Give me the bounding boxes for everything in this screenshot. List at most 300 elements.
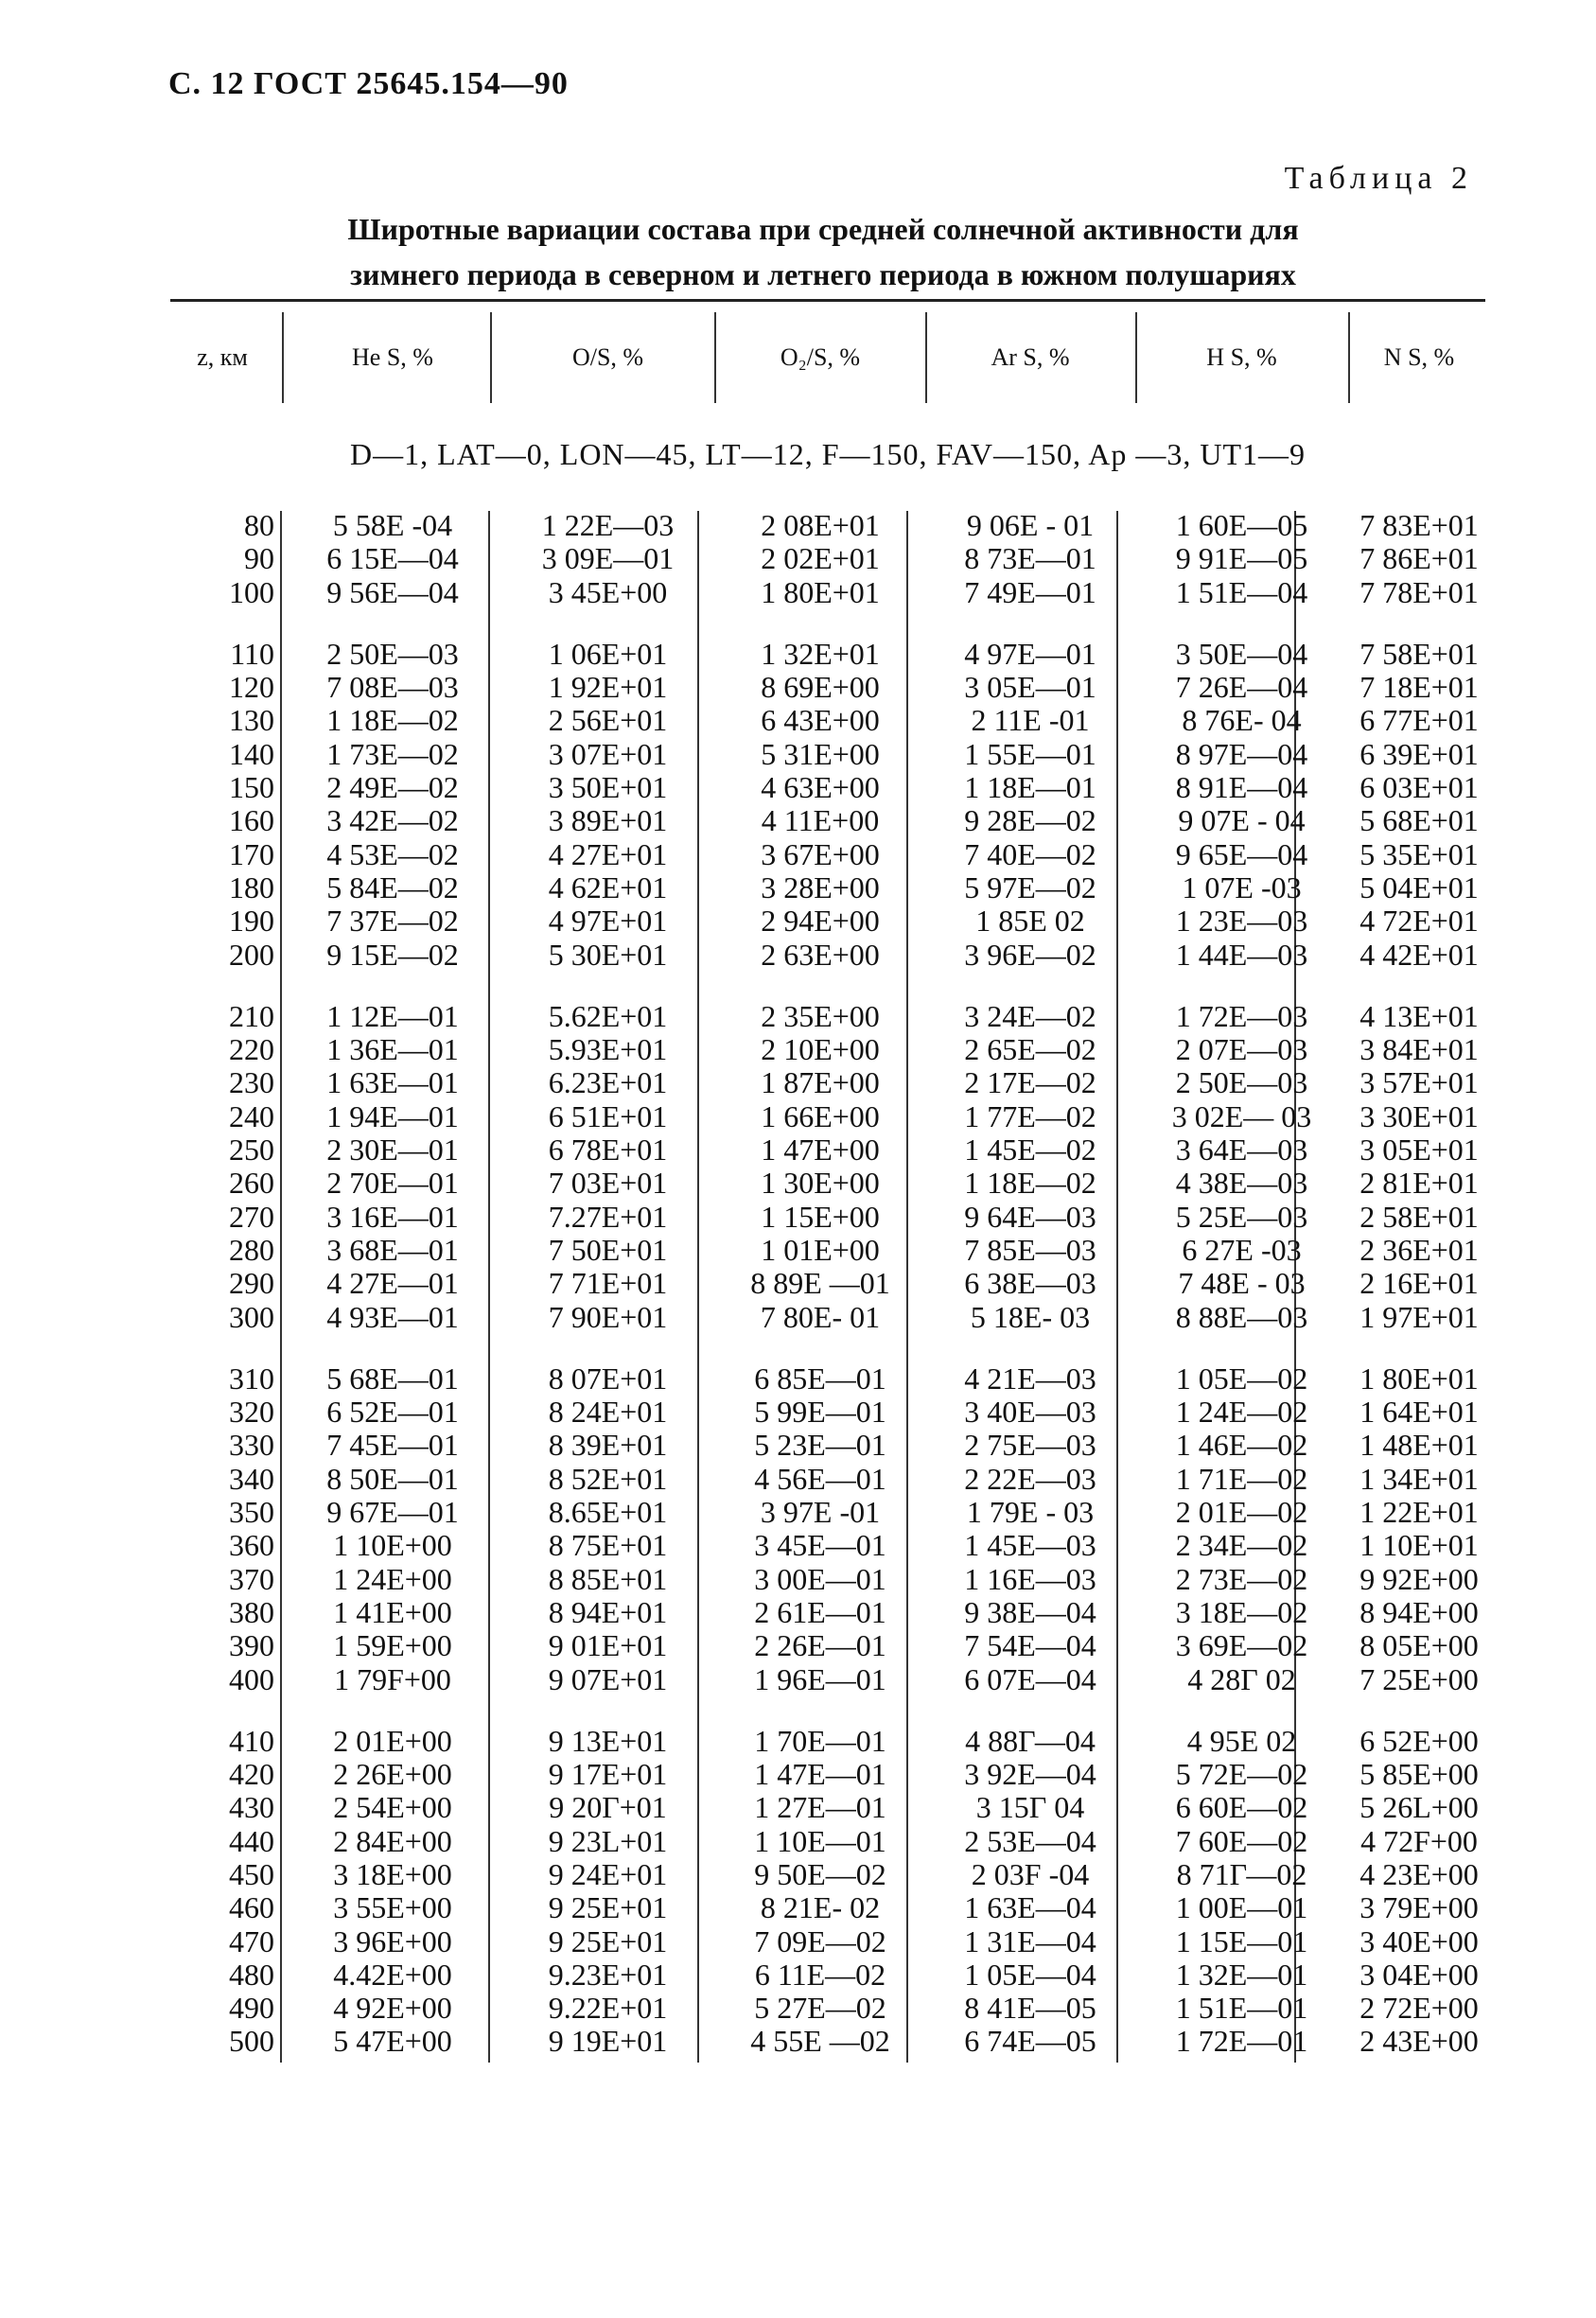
table-row (170, 1000, 1485, 1033)
value-cell: 1 51E—01 (1175, 1991, 1308, 2026)
value-cell: 8 69E+00 (761, 670, 880, 705)
value-cell: 9 28E—02 (964, 803, 1096, 838)
table-row (170, 1267, 1485, 1300)
value-cell: 3 07E+01 (548, 736, 668, 771)
value-cell: 2 16E+01 (1359, 1266, 1479, 1301)
value-cell: 5 27E—02 (754, 1991, 886, 2026)
altitude-cell: 420 (229, 1757, 274, 1792)
value-cell: 7 50E+01 (548, 1232, 668, 1267)
value-cell: 4 55E —02 (750, 2024, 890, 2059)
value-cell: 9 15E—02 (326, 937, 459, 972)
value-cell: 6 07E—04 (964, 1661, 1096, 1696)
value-cell: 4 92E+00 (333, 1991, 452, 2026)
value-cell: 7 25E+00 (1359, 1661, 1479, 1696)
row-group (170, 509, 1485, 609)
value-cell: 4 88Г—04 (965, 1723, 1096, 1758)
value-cell: 2 02E+01 (761, 541, 880, 576)
value-cell: 2 81E+01 (1359, 1166, 1479, 1201)
value-cell: 6 39E+01 (1359, 736, 1479, 771)
value-cell: 8 88E—03 (1175, 1299, 1308, 1334)
value-cell: 4 11E+00 (761, 803, 880, 838)
table-row (170, 804, 1485, 837)
altitude-cell: 140 (229, 736, 274, 771)
table-row (170, 1958, 1485, 1992)
altitude-cell: 480 (229, 1957, 274, 1992)
value-cell: 1 15E—01 (1175, 1923, 1308, 1958)
table-row (170, 509, 1485, 542)
table-row (170, 1791, 1485, 1824)
altitude-cell: 280 (229, 1232, 274, 1267)
value-cell: 2 53E—04 (964, 1823, 1096, 1858)
value-cell: 3 92E—04 (964, 1757, 1096, 1792)
value-cell: 3 40E—03 (964, 1395, 1096, 1430)
altitude-cell: 230 (229, 1065, 274, 1100)
value-cell: 7 26E—04 (1175, 670, 1308, 705)
value-cell: 2 26E—01 (754, 1628, 886, 1663)
value-cell: 1 63E—04 (964, 1890, 1096, 1925)
value-cell: 1 45E—03 (964, 1528, 1096, 1563)
column-header-row (170, 312, 1485, 403)
value-cell: 1 30E+00 (761, 1166, 880, 1201)
altitude-cell: 160 (229, 803, 274, 838)
value-cell: 6 51E+01 (548, 1098, 668, 1133)
value-cell: 2 26E+00 (333, 1757, 452, 1792)
value-cell: 8 94E+01 (548, 1594, 668, 1629)
value-cell: 9 67E—01 (326, 1495, 459, 1530)
table-title (170, 206, 1476, 297)
table-row (170, 1201, 1485, 1234)
value-cell: 4 38E—03 (1175, 1166, 1308, 1201)
value-cell: 2 11E -01 (971, 703, 1090, 738)
value-cell: 9.23E+01 (548, 1957, 668, 1992)
value-cell: 7 80E- 01 (760, 1299, 881, 1334)
value-cell: 7 49E—01 (964, 574, 1096, 609)
value-cell: 1 80E+01 (1359, 1361, 1479, 1396)
value-cell: 6 85E—01 (754, 1361, 886, 1396)
value-cell: 9 25E+01 (548, 1923, 668, 1958)
value-cell: 1 44E—03 (1175, 937, 1308, 972)
value-cell: 4.42E+00 (333, 1957, 452, 1992)
value-cell: 6.23E+01 (548, 1065, 668, 1100)
value-cell: 9.22E+01 (548, 1991, 668, 2026)
altitude-cell: 430 (229, 1790, 274, 1825)
altitude-cell: 440 (229, 1823, 274, 1858)
value-cell: 9 56E—04 (326, 574, 459, 609)
table-row (170, 1301, 1485, 1334)
value-cell: 8 73E—01 (964, 541, 1096, 576)
value-cell: 2 35E+00 (761, 998, 880, 1033)
value-cell: 4 93E—01 (326, 1299, 459, 1334)
value-cell: 9 13E+01 (548, 1723, 668, 1758)
value-cell: 1 15E+00 (761, 1199, 880, 1234)
value-cell: 4 27E—01 (326, 1266, 459, 1301)
value-cell: 9 07E - 04 (1178, 803, 1306, 838)
value-cell: 6 78E+01 (548, 1133, 668, 1168)
table-row (170, 1825, 1485, 1858)
altitude-cell: 470 (229, 1923, 274, 1958)
value-cell: 9 07E+01 (548, 1661, 668, 1696)
table-row (170, 671, 1485, 704)
table-title-line-2: зимнего периода в северном и летнего периода в южном полушариях (350, 257, 1296, 291)
value-cell: 6 03E+01 (1359, 770, 1479, 805)
value-cell: 1 94E—01 (326, 1098, 459, 1133)
value-cell: 1 73E—02 (326, 736, 459, 771)
value-cell: 9 92E+00 (1359, 1561, 1479, 1596)
value-cell: 5 85E+00 (1359, 1757, 1479, 1792)
value-cell: 1 22E+01 (1359, 1495, 1479, 1530)
altitude-cell: 170 (229, 836, 274, 871)
value-cell: 2 43E+00 (1359, 2024, 1479, 2059)
value-cell: 5.93E+01 (548, 1032, 668, 1067)
value-cell: 8 50E—01 (326, 1461, 459, 1496)
value-cell: 2 58E+01 (1359, 1199, 1479, 1234)
table-row (170, 1463, 1485, 1496)
altitude-cell: 340 (229, 1461, 274, 1496)
altitude-cell: 200 (229, 937, 274, 972)
value-cell: 3 57E+01 (1359, 1065, 1479, 1100)
altitude-cell: 250 (229, 1133, 274, 1168)
value-cell: 1 77E—02 (964, 1098, 1096, 1133)
value-cell: 7 37E—02 (326, 904, 459, 939)
altitude-cell: 390 (229, 1628, 274, 1663)
value-cell: 5 97E—02 (964, 869, 1096, 904)
value-cell: 1 32E+01 (761, 636, 880, 671)
value-cell: 8 75E+01 (548, 1528, 668, 1563)
value-cell: 1 27E—01 (754, 1790, 886, 1825)
value-cell: 1 31E—04 (964, 1923, 1096, 1958)
column-header-n: N S, % (1383, 343, 1455, 371)
table-row (170, 542, 1485, 575)
value-cell: 4 27E+01 (548, 836, 668, 871)
value-cell: 9 17E+01 (548, 1757, 668, 1792)
value-cell: 3 00E—01 (754, 1561, 886, 1596)
table-row (170, 576, 1485, 609)
value-cell: 3 79E+00 (1359, 1890, 1479, 1925)
table-row (170, 1925, 1485, 1958)
value-cell: 6 52E—01 (326, 1395, 459, 1430)
value-cell: 1 46E—02 (1175, 1428, 1308, 1463)
value-cell: 5 84E—02 (326, 869, 459, 904)
value-cell: 5 18E- 03 (970, 1299, 1091, 1334)
value-cell: 6 74E—05 (964, 2024, 1096, 2059)
value-cell: 2 94E+00 (761, 904, 880, 939)
table-row (170, 939, 1485, 972)
value-cell: 9 91E—05 (1175, 541, 1308, 576)
value-cell: 1 12E—01 (326, 998, 459, 1033)
table-row (170, 1234, 1485, 1267)
value-cell: 4 72F+00 (1360, 1823, 1478, 1858)
value-cell: 7 09E—02 (754, 1923, 886, 1958)
table-row (170, 1629, 1485, 1662)
value-cell: 7 54E—04 (964, 1628, 1096, 1663)
table-row (170, 704, 1485, 737)
value-cell: 4 53E—02 (326, 836, 459, 871)
value-cell: 6 77E+01 (1359, 703, 1479, 738)
model-parameters: D—1, LAT—0, LON—45, LT—12, F—150, FAV—150, Ap —3, UT1—9 (350, 437, 1306, 471)
value-cell: 2 50E—03 (1175, 1065, 1308, 1100)
value-cell: 1 10E+00 (333, 1528, 452, 1563)
value-cell: 5 23E—01 (754, 1428, 886, 1463)
table-row (170, 1100, 1485, 1133)
table-row (170, 871, 1485, 904)
value-cell: 7 45E—01 (326, 1428, 459, 1463)
value-cell: 1 96E—01 (754, 1661, 886, 1696)
altitude-cell: 190 (229, 904, 274, 939)
value-cell: 3 18E+00 (333, 1856, 452, 1891)
value-cell: 1 71E—02 (1175, 1461, 1308, 1496)
table-row (170, 771, 1485, 804)
value-cell: 2 03F -04 (971, 1856, 1090, 1891)
value-cell: 9 23L+01 (548, 1823, 668, 1858)
value-cell: 3 96E+00 (333, 1923, 452, 1958)
value-cell: 2 84E+00 (333, 1823, 452, 1858)
value-cell: 3 67E+00 (761, 836, 880, 871)
table-label: Таблица 2 (1284, 161, 1473, 196)
table-row (170, 1725, 1485, 1758)
value-cell: 8 41E—05 (964, 1991, 1096, 2026)
altitude-cell: 300 (229, 1299, 274, 1334)
value-cell: 3 30E+01 (1359, 1098, 1479, 1133)
value-cell: 5 25E—03 (1175, 1199, 1308, 1234)
table-row (170, 638, 1485, 671)
value-cell: 3 96E—02 (964, 937, 1096, 972)
value-cell: 7 85E—03 (964, 1232, 1096, 1267)
altitude-cell: 310 (229, 1361, 274, 1396)
value-cell: 8 97E—04 (1175, 736, 1308, 771)
table-row (170, 1167, 1485, 1200)
value-cell: 9 06E - 01 (966, 508, 1095, 542)
value-cell: 3 02E— 03 (1171, 1098, 1312, 1133)
value-cell: 1 05E—04 (964, 1957, 1096, 1992)
value-cell: 1 63E—01 (326, 1065, 459, 1100)
table-row (170, 1858, 1485, 1891)
altitude-cell: 360 (229, 1528, 274, 1563)
value-cell: 3 45E+00 (548, 574, 668, 609)
value-cell: 4 95E 02 (1186, 1723, 1297, 1758)
value-cell: 7.27E+01 (548, 1199, 668, 1234)
value-cell: 3 04E+00 (1359, 1957, 1479, 1992)
header-divider (490, 312, 492, 403)
value-cell: 1 70E—01 (754, 1723, 886, 1758)
value-cell: 7 18E+01 (1359, 670, 1479, 705)
table-row (170, 1663, 1485, 1696)
altitude-cell: 90 (244, 541, 274, 576)
value-cell: 1 60E—05 (1175, 508, 1308, 542)
value-cell: 9 01E+01 (548, 1628, 668, 1663)
value-cell: 4 42E+01 (1359, 937, 1479, 972)
value-cell: 3 55E+00 (333, 1890, 452, 1925)
value-cell: 2 72E+00 (1359, 1991, 1479, 2026)
value-cell: 2 61E—01 (754, 1594, 886, 1629)
value-cell: 5 30E+01 (548, 937, 668, 972)
altitude-cell: 150 (229, 770, 274, 805)
value-cell: 1 55E—01 (964, 736, 1096, 771)
value-cell: 1 24E—02 (1175, 1395, 1308, 1430)
value-cell: 6 38E—03 (964, 1266, 1096, 1301)
value-cell: 1 79F+00 (334, 1661, 451, 1696)
value-cell: 8 94E+00 (1359, 1594, 1479, 1629)
value-cell: 1 41E+00 (333, 1594, 452, 1629)
altitude-cell: 450 (229, 1856, 274, 1891)
value-cell: 3 50E+01 (548, 770, 668, 805)
altitude-cell: 80 (244, 508, 274, 542)
value-cell: 1 10E—01 (754, 1823, 886, 1858)
value-cell: 7 03E+01 (548, 1166, 668, 1201)
value-cell: 2 70E—01 (326, 1166, 459, 1201)
altitude-cell: 350 (229, 1495, 274, 1530)
altitude-cell: 180 (229, 869, 274, 904)
value-cell: 3 09E—01 (541, 541, 675, 576)
altitude-cell: 260 (229, 1166, 274, 1201)
value-cell: 1 51E—04 (1175, 574, 1308, 609)
value-cell: 8 21E- 02 (760, 1890, 881, 1925)
value-cell: 2 73E—02 (1175, 1561, 1308, 1596)
value-cell: 1 16E—03 (964, 1561, 1096, 1596)
value-cell: 9 24E+01 (548, 1856, 668, 1891)
value-cell: 3 69E—02 (1175, 1628, 1308, 1663)
table-row (170, 1992, 1485, 2025)
value-cell: 1 23E—03 (1175, 904, 1308, 939)
value-cell: 3 05E+01 (1359, 1133, 1479, 1168)
table-row (170, 838, 1485, 871)
header-divider (714, 312, 716, 403)
value-cell: 6 60E—02 (1175, 1790, 1308, 1825)
value-cell: 7 40E—02 (964, 836, 1096, 871)
value-cell: 1 64E+01 (1359, 1395, 1479, 1430)
value-cell: 1 24E+00 (333, 1561, 452, 1596)
table-row (170, 1396, 1485, 1429)
value-cell: 2 49E—02 (326, 770, 459, 805)
value-cell: 9 19E+01 (548, 2024, 668, 2059)
altitude-cell: 400 (229, 1661, 274, 1696)
row-group (170, 1000, 1485, 1334)
value-cell: 3 45E—01 (754, 1528, 886, 1563)
column-header-z: z, км (197, 343, 248, 371)
value-cell: 8 24E+01 (548, 1395, 668, 1430)
value-cell: 7 78E+01 (1359, 574, 1479, 609)
table-row (170, 738, 1485, 771)
value-cell: 2 63E+00 (761, 937, 880, 972)
altitude-cell: 380 (229, 1594, 274, 1629)
altitude-cell: 270 (229, 1199, 274, 1234)
value-cell: 6 43E+00 (761, 703, 880, 738)
value-cell: 3 68E—01 (326, 1232, 459, 1267)
value-cell: 1 72E—01 (1175, 2024, 1308, 2059)
table-row (170, 1066, 1485, 1099)
altitude-cell: 290 (229, 1266, 274, 1301)
header-top-rule (170, 299, 1485, 302)
value-cell: 5 31E+00 (761, 736, 880, 771)
value-cell: 1 79E - 03 (966, 1495, 1095, 1530)
value-cell: 7 48E - 03 (1178, 1266, 1306, 1301)
value-cell: 5 58E -04 (332, 508, 453, 542)
value-cell: 6 27E -03 (1182, 1232, 1302, 1267)
value-cell: 5 68E—01 (326, 1361, 459, 1396)
value-cell: 1 06E+01 (548, 636, 668, 671)
value-cell: 4 23E+00 (1359, 1856, 1479, 1891)
value-cell: 1 01E+00 (761, 1232, 880, 1267)
value-cell: 8 85E+01 (548, 1561, 668, 1596)
row-group (170, 1362, 1485, 1696)
value-cell: 3 84E+01 (1359, 1032, 1479, 1067)
value-cell: 8 71Г—02 (1176, 1856, 1307, 1891)
value-cell: 1 36E—01 (326, 1032, 459, 1067)
value-cell: 8 52E+01 (548, 1461, 668, 1496)
table-row (170, 1891, 1485, 1924)
table-row (170, 904, 1485, 938)
value-cell: 6 11E—02 (754, 1957, 886, 1992)
table-row (170, 1133, 1485, 1167)
value-cell: 8 39E+01 (548, 1428, 668, 1463)
value-cell: 4 63E+00 (761, 770, 880, 805)
table-row (170, 1496, 1485, 1529)
value-cell: 1 80E+01 (761, 574, 880, 609)
value-cell: 4 28Г 02 (1187, 1661, 1296, 1696)
value-cell: 1 45E—02 (964, 1133, 1096, 1168)
value-cell: 2 54E+00 (333, 1790, 452, 1825)
value-cell: 3 18E—02 (1175, 1594, 1308, 1629)
column-header-o: O/S, % (571, 343, 644, 371)
altitude-cell: 130 (229, 703, 274, 738)
value-cell: 7 71E+01 (548, 1266, 668, 1301)
page-header: С. 12 ГОСТ 25645.154—90 (168, 66, 569, 101)
value-cell: 1 72E—03 (1175, 998, 1308, 1033)
row-group (170, 1725, 1485, 2059)
data-table-body (170, 509, 1485, 2059)
value-cell: 2 07E—03 (1175, 1032, 1308, 1067)
value-cell: 9 50E—02 (754, 1856, 886, 1891)
value-cell: 1 18E—02 (326, 703, 459, 738)
column-header-h: H S, % (1206, 343, 1277, 371)
altitude-cell: 320 (229, 1395, 274, 1430)
table-row (170, 1429, 1485, 1462)
value-cell: 4 56E—01 (754, 1461, 886, 1496)
value-cell: 8 05E+00 (1359, 1628, 1479, 1663)
altitude-cell: 210 (229, 998, 274, 1033)
value-cell: 4 72E+01 (1359, 904, 1479, 939)
value-cell: 5.62E+01 (548, 998, 668, 1033)
value-cell: 1 92E+01 (548, 670, 668, 705)
table-row (170, 2025, 1485, 2058)
value-cell: 6 15E—04 (326, 541, 459, 576)
value-cell: 5 47E+00 (333, 2024, 452, 2059)
value-cell: 1 47E+00 (761, 1133, 880, 1168)
value-cell: 2 01E—02 (1175, 1495, 1308, 1530)
value-cell: 9 38E—04 (964, 1594, 1096, 1629)
value-cell: 4 13E+01 (1359, 998, 1479, 1033)
altitude-cell: 110 (230, 636, 274, 671)
value-cell: 2 01E+00 (333, 1723, 452, 1758)
value-cell: 3 16E—01 (326, 1199, 459, 1234)
value-cell: 1 10E+01 (1359, 1528, 1479, 1563)
value-cell: 9 25E+01 (548, 1890, 668, 1925)
value-cell: 3 05E—01 (964, 670, 1096, 705)
value-cell: 2 56E+01 (548, 703, 668, 738)
altitude-cell: 500 (229, 2024, 274, 2059)
value-cell: 7 58E+01 (1359, 636, 1479, 671)
value-cell: 2 65E—02 (964, 1032, 1096, 1067)
value-cell: 7 60E—02 (1175, 1823, 1308, 1858)
value-cell: 2 50E—03 (326, 636, 459, 671)
value-cell: 8 91E—04 (1175, 770, 1308, 805)
value-cell: 7 86E+01 (1359, 541, 1479, 576)
table-row (170, 1596, 1485, 1629)
value-cell: 8 07E+01 (548, 1361, 668, 1396)
value-cell: 4 97E+01 (548, 904, 668, 939)
value-cell: 1 05E—02 (1175, 1361, 1308, 1396)
value-cell: 5 72E—02 (1175, 1757, 1308, 1792)
table-row (170, 1563, 1485, 1596)
